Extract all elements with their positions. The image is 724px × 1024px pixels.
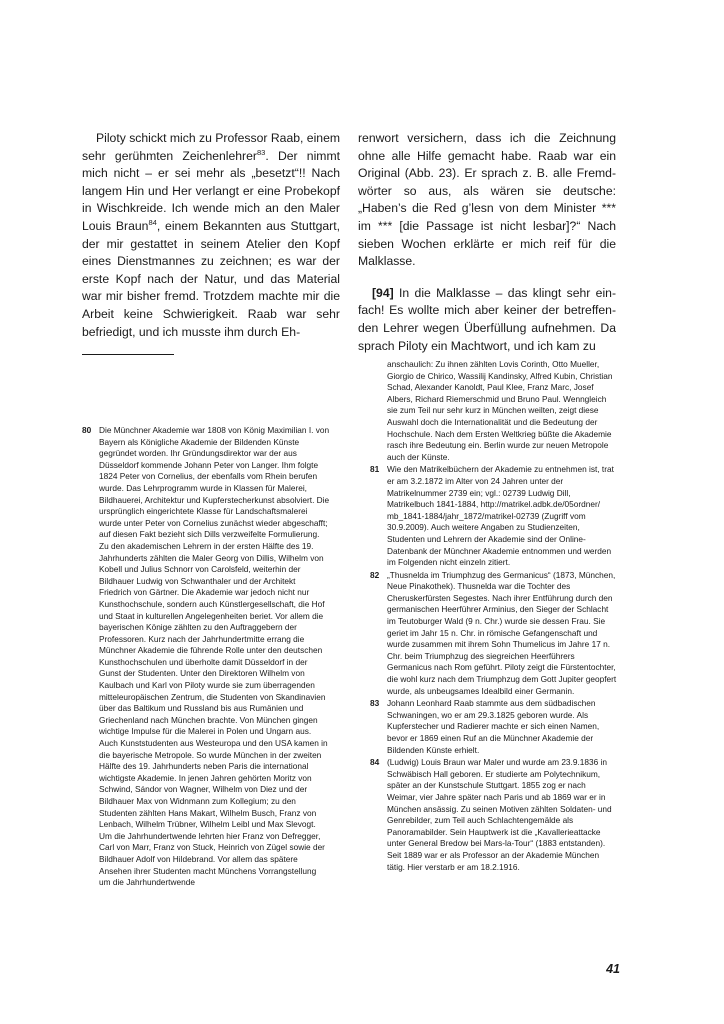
footnote-text: Zu den akademischen Lehrern in der ersten Hälfte des 19. Jahrhunderts zählten die Maler Georg von Dillis, Wilhelm von Kobell und Julius Schnorr von Carolsfeld, weiterhin der Bildhauer Ludwig von Schwanthaler und der Architekt Friedrich von Gärtner. Die Akademie war jedoch nicht nur Kunsthochschule, sondern auch Künstlergesellschaft, die Hof und Staat in kulturellen Angelegenheiten beriet. Vor allem die bayerischen Könige zählten zu den Auftraggebern der Professoren. Kurz nach der Jahrhundertmitte errang die Münchner Akademie die führende Rolle unter den deutschen Kunsthochschulen und überholte damit Düsseldorf in der Gunst der Studenten. Unter den Direktoren Wilhelm von Kaulbach und Karl von Piloty wurde sie zum überragenden mitteleuropäischen Zentrum, die Studenten von Skandinavien über das Baltikum und Russland bis aus Rumänien und Griechenland nach München brachte. Von München gingen wichtige Impulse für die Malerei in Polen und Ungarn aus. Auch Kunststudenten aus Westeuropa und den USA kamen in die bayerische Metropole. So wurde München in der zweiten Hälfte des 19. Jahrhunderts neben Paris die international wichtigste Akademie. In jenen Jahren gehörten Moritz von Schwind, Sándor von Wagner, Wilhelm von Diez und der Bildhauer Max von Widnmann zum Kollegium; zu den Studenten zählten Hans Makart, Wilhelm Busch, Franz von Lenbach, Wilhelm Trübner, Wilhelm Leibl und Max Slevogt. Um die Jahrhundertwende lehrten hier Franz von Defregger, Carl von Marr, Franz von Stuck, Heinrich von Zügel sowie der Bildhauer Adolf von Hildebrand. Vor allem das spätere Ansehen ihrer Studenten macht Münchens Vorrangstellung um die Jahrhundertwende (99, 540, 328, 888)
footnote-84 (370, 757, 618, 873)
footnote-divider (82, 354, 174, 355)
footnote-number: 81 (370, 464, 380, 475)
footnote-83 (370, 698, 618, 756)
main-text-left-column (82, 130, 340, 341)
footnote-ref-83[interactable]: 83 (256, 147, 266, 157)
footnote-80 (82, 425, 330, 889)
footnote-text: (Ludwig) Louis Braun war Maler und wurde am 23.9.1836 in Schwäbisch Hall geboren. Er studierte am Polytechnikum, später an der Kunstschule Stuttgart. 1855 zog er nach Weimar, vier Jahre später nach Paris und ab 1869 war er in München ansässig. Zu seinen Motiven zählten Soldaten- und Genrebilder, zum Teil auch Schlachtengemälde als Panoramabilder. Sein Hauptwerk ist die „Kavallerieattacke unter General Bredow bei Mars-la-Tour“ (1883 entstanden). Seit 1889 war er als Professor an der Akademie München tätig. Hier verstarb er am 18.2.1916. (387, 757, 612, 872)
footnote-number: 84 (370, 757, 380, 768)
footnote-text: Johann Leonhard Raab stammte aus dem südbadischen Schwaningen, wo er am 29.3.1825 geboren wurde. Als Kupferstecher und Radierer machte er sich einen Namen, bevor er 1869 einen Ruf an die Münchner Akademie der Bildenden Künste erhielt. (387, 698, 600, 755)
footnote-number: 82 (370, 569, 380, 580)
footnote-ref-84[interactable]: 84 (148, 217, 157, 227)
footnote-number: 83 (370, 698, 380, 709)
main-text-right-column (358, 130, 616, 355)
footnote-number: 80 (82, 425, 92, 435)
footnote-80-continuation: anschaulich: Zu ihnen zählten Lovis Corinth, Otto Mueller, Giorgio de Chirico, Wassilij Kandinsky, Alfred Kubin, Christian Schad, Alexander Kanoldt, Paul Klee, Franz Marc, Josef Albers, Richard Riemerschmid und Bruno Paul. Wenngleich sie zum Teil nur sehr kurz in München weilten, zeigt diese Auswahl doch die Internationalität und die Bedeutung der Hochschule. Nach dem Ersten Weltkrieg büßte die Akademie rasch ihre Bedeutung ein. Berlin wurde zur neuen Metropole auch der Künste. (387, 359, 613, 462)
original-page-marker: [94] (372, 285, 394, 300)
footnotes-right-column (370, 359, 618, 874)
body-paragraph: [94] In die Malklasse – das klingt sehr einfach! Es wollte mich aber keiner der betreffenden Lehrer wegen Überfüllung aufnehmen. Da sprach Piloty ein Machtwort, und ich kam zu (358, 285, 616, 353)
body-paragraph-continuation: renwort versichern, dass ich die Zeichnung ohne alle Hilfe gemacht habe. Raab war ein Original (Abb. 23). Er sprach z. B. alle Fremdwörter so aus, als wären sie deutsche: „Haben’s die Red g’lesn von dem Minister *** im *** [die Passage ist nicht lesbar]?“ Nach sieben Wochen erklärte er mich reif für die Malklasse. (358, 131, 616, 269)
footnote-81 (370, 464, 618, 568)
page-number: 41 (606, 962, 620, 976)
footnote-82 (370, 570, 618, 698)
footnote-text: „Thusnelda im Triumphzug des Germanicus“ (1873, München, Neue Pinakothek). Thusnelda war die Tochter des Cheruskerfürsten Segestes. Nach ihrer Entführung durch den germanischen Heerführer Arminius, den Sieger der Schlacht im Teutoburger Wald (9 n. Chr.) wurde sie dessen Frau. Sie geriet im Jahr 15 n. Chr. in römische Gefangenschaft und wurde zusammen mit ihrem Sohn Thumelicus im Jahre 17 n. Chr. beim Triumphzug des siegreichen Heerführers Germanicus nach Rom geführt. Piloty zeigt die Fürstentochter, die wohl kurz nach dem Triumphzug dem Gott Jupiter geopfert wurde, als unbeugsames Idealbild einer Germanin. (387, 569, 617, 696)
body-paragraph: Piloty schickt mich zu Professor Raab, einem sehr gerühmten Zeichenlehrer$^{83}$. Der nimmt mich nicht – er sei mehr als „besetzt“!! Nach langem Hin und Her verlangt er eine Probekopf in Wischkreide. Ich wende mich an den Maler Louis Braun$^{84}$, einem Bekannten aus Stuttgart, der mir gestattet in seinem Atelier den Kopf eines Dienstmannes zu zeichnen; es war der erste Kopf nach der Natur, und das Material war mir bisher fremd. Trotzdem machte mir die Arbeit keine Schwierigkeit. Raab war sehr befriedigt, und ich musste ihm durch Eh- (82, 131, 340, 339)
footnote-text: Die Münchner Akademie war 1808 von König Maximilian I. von Bayern als Königliche Akademie der Bildenden Künste gegründet worden. Ihr Gründungsdirektor war der aus Düsseldorf kommende Johann Peter von Langer. Ihm folgte 1824 Peter von Cornelius, der ebenfalls vom Rhein berufen wurde. Das Lehrprogramm wurde in Klassen für Malerei, Bildhauerei, Architektur und Kupferstecherkunst absolviert. Die ursprünglich eingerichtete Klasse für Landschaftsmalerei wurde unter Peter von Cornelius zunächst wieder abgeschafft; auf diesen Fakt bezieht sich Dills verzweifelte Formulierung. (99, 425, 330, 540)
footnote-text: Wie den Matrikelbüchern der Akademie zu entnehmen ist, trat er am 3.2.1872 im Alter von 24 Jahren unter der Matrikelnummer 2739 ein; vgl.: 02739 Ludwig Dill, Matrikelbuch 1841-1884, http://matrikel.adbk.de/05ordner/ mb_1841-1884/jahr_1872/matrikel-02739 (Zugriff vom 30.9.2009). Auch weitere Angaben zu Studienzeiten, Studenten und Lehrern der Akademie sind der Online-Datenbank der Münchner Akademie entnommen und werden im Folgenden nicht einzeln zitiert. (387, 464, 614, 568)
footnotes-left-column (82, 425, 330, 890)
